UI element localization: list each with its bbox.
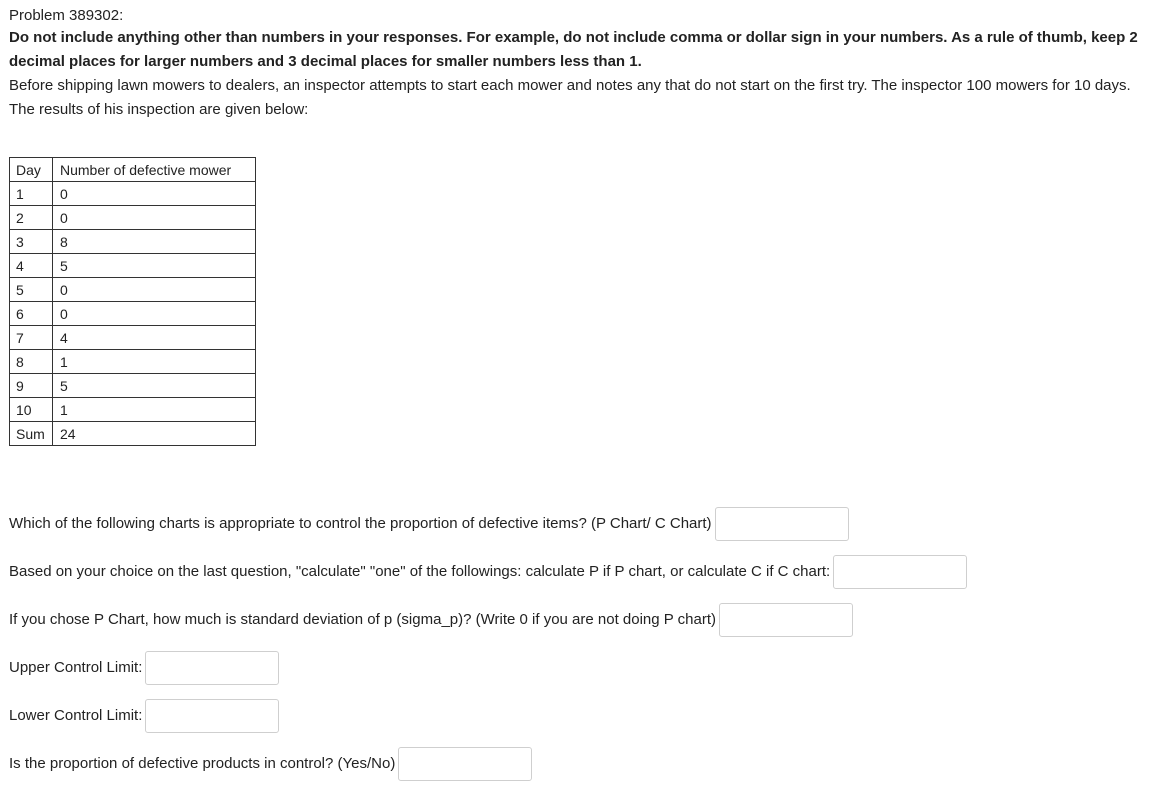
table-row	[10, 326, 256, 350]
sum-value-cell: 24	[53, 422, 256, 446]
table-row	[10, 302, 256, 326]
table-row	[10, 254, 256, 278]
day-cell: 5	[10, 278, 53, 302]
table-row	[10, 398, 256, 422]
day-cell: 6	[10, 302, 53, 326]
column-header-day: Day	[10, 158, 53, 182]
question-sigma-label: If you chose P Chart, how much is standard deviation of p (sigma_p)? (Write 0 if you are not doing P chart)	[9, 611, 717, 628]
in-control-answer-input[interactable]	[398, 747, 532, 781]
day-cell: 9	[10, 374, 53, 398]
problem-intro-text: Before shipping lawn mowers to dealers, an inspector attempts to start each mower and notes any that do not start on the first try. The inspector 100 mowers for 10 days. The results of his inspection are given below:	[9, 77, 1131, 118]
table-row	[10, 230, 256, 254]
day-cell: 4	[10, 254, 53, 278]
day-cell: 1	[10, 182, 53, 206]
question-chart-type-label: Which of the following charts is appropriate to control the proportion of defective items? (P Chart/ C Chart)	[9, 515, 712, 532]
question-in-control	[9, 746, 532, 782]
table-row	[10, 278, 256, 302]
sigma-p-answer-input[interactable]	[719, 603, 853, 637]
question-ucl	[9, 650, 279, 686]
chart-type-answer-input[interactable]	[715, 507, 849, 541]
sum-label-cell: Sum	[10, 422, 53, 446]
defective-count-cell: 1	[53, 398, 256, 422]
instructions-text: Do not include anything other than numbers in your responses. For example, do not include comma or dollar sign in your numbers. As a rule of thumb, keep 2 decimal places for larger numbers and 3 decimal places for smaller numbers less than 1.	[9, 29, 1138, 70]
problem-id: Problem 389302:	[9, 7, 124, 24]
day-cell: 8	[10, 350, 53, 374]
question-lcl	[9, 698, 279, 734]
question-lcl-label: Lower Control Limit:	[9, 707, 143, 724]
table-row	[10, 182, 256, 206]
defective-count-cell: 0	[53, 206, 256, 230]
day-cell: 2	[10, 206, 53, 230]
question-in-control-label: Is the proportion of defective products in control? (Yes/No)	[9, 755, 396, 772]
table-row	[10, 374, 256, 398]
table-sum-row	[10, 422, 256, 446]
question-chart-type	[9, 506, 849, 542]
ucl-answer-input[interactable]	[145, 651, 279, 685]
defective-count-cell: 1	[53, 350, 256, 374]
question-sigma	[9, 602, 853, 638]
defective-count-cell: 8	[53, 230, 256, 254]
question-ucl-label: Upper Control Limit:	[9, 659, 143, 676]
column-header-defective: Number of defective mower	[53, 158, 256, 182]
table-row	[10, 206, 256, 230]
day-cell: 10	[10, 398, 53, 422]
table-row	[10, 350, 256, 374]
defects-table	[9, 157, 256, 446]
question-calculate-label: Based on your choice on the last question, "calculate" "one" of the followings: calculate P if P chart, or calculate C if C chart:	[9, 563, 831, 580]
defective-count-cell: 5	[53, 254, 256, 278]
p-or-c-answer-input[interactable]	[833, 555, 967, 589]
lcl-answer-input[interactable]	[145, 699, 279, 733]
defective-count-cell: 0	[53, 302, 256, 326]
defective-count-cell: 4	[53, 326, 256, 350]
question-calculate	[9, 554, 967, 590]
defective-count-cell: 0	[53, 278, 256, 302]
defective-count-cell: 0	[53, 182, 256, 206]
table-header-row	[10, 158, 256, 182]
day-cell: 7	[10, 326, 53, 350]
day-cell: 3	[10, 230, 53, 254]
defective-count-cell: 5	[53, 374, 256, 398]
